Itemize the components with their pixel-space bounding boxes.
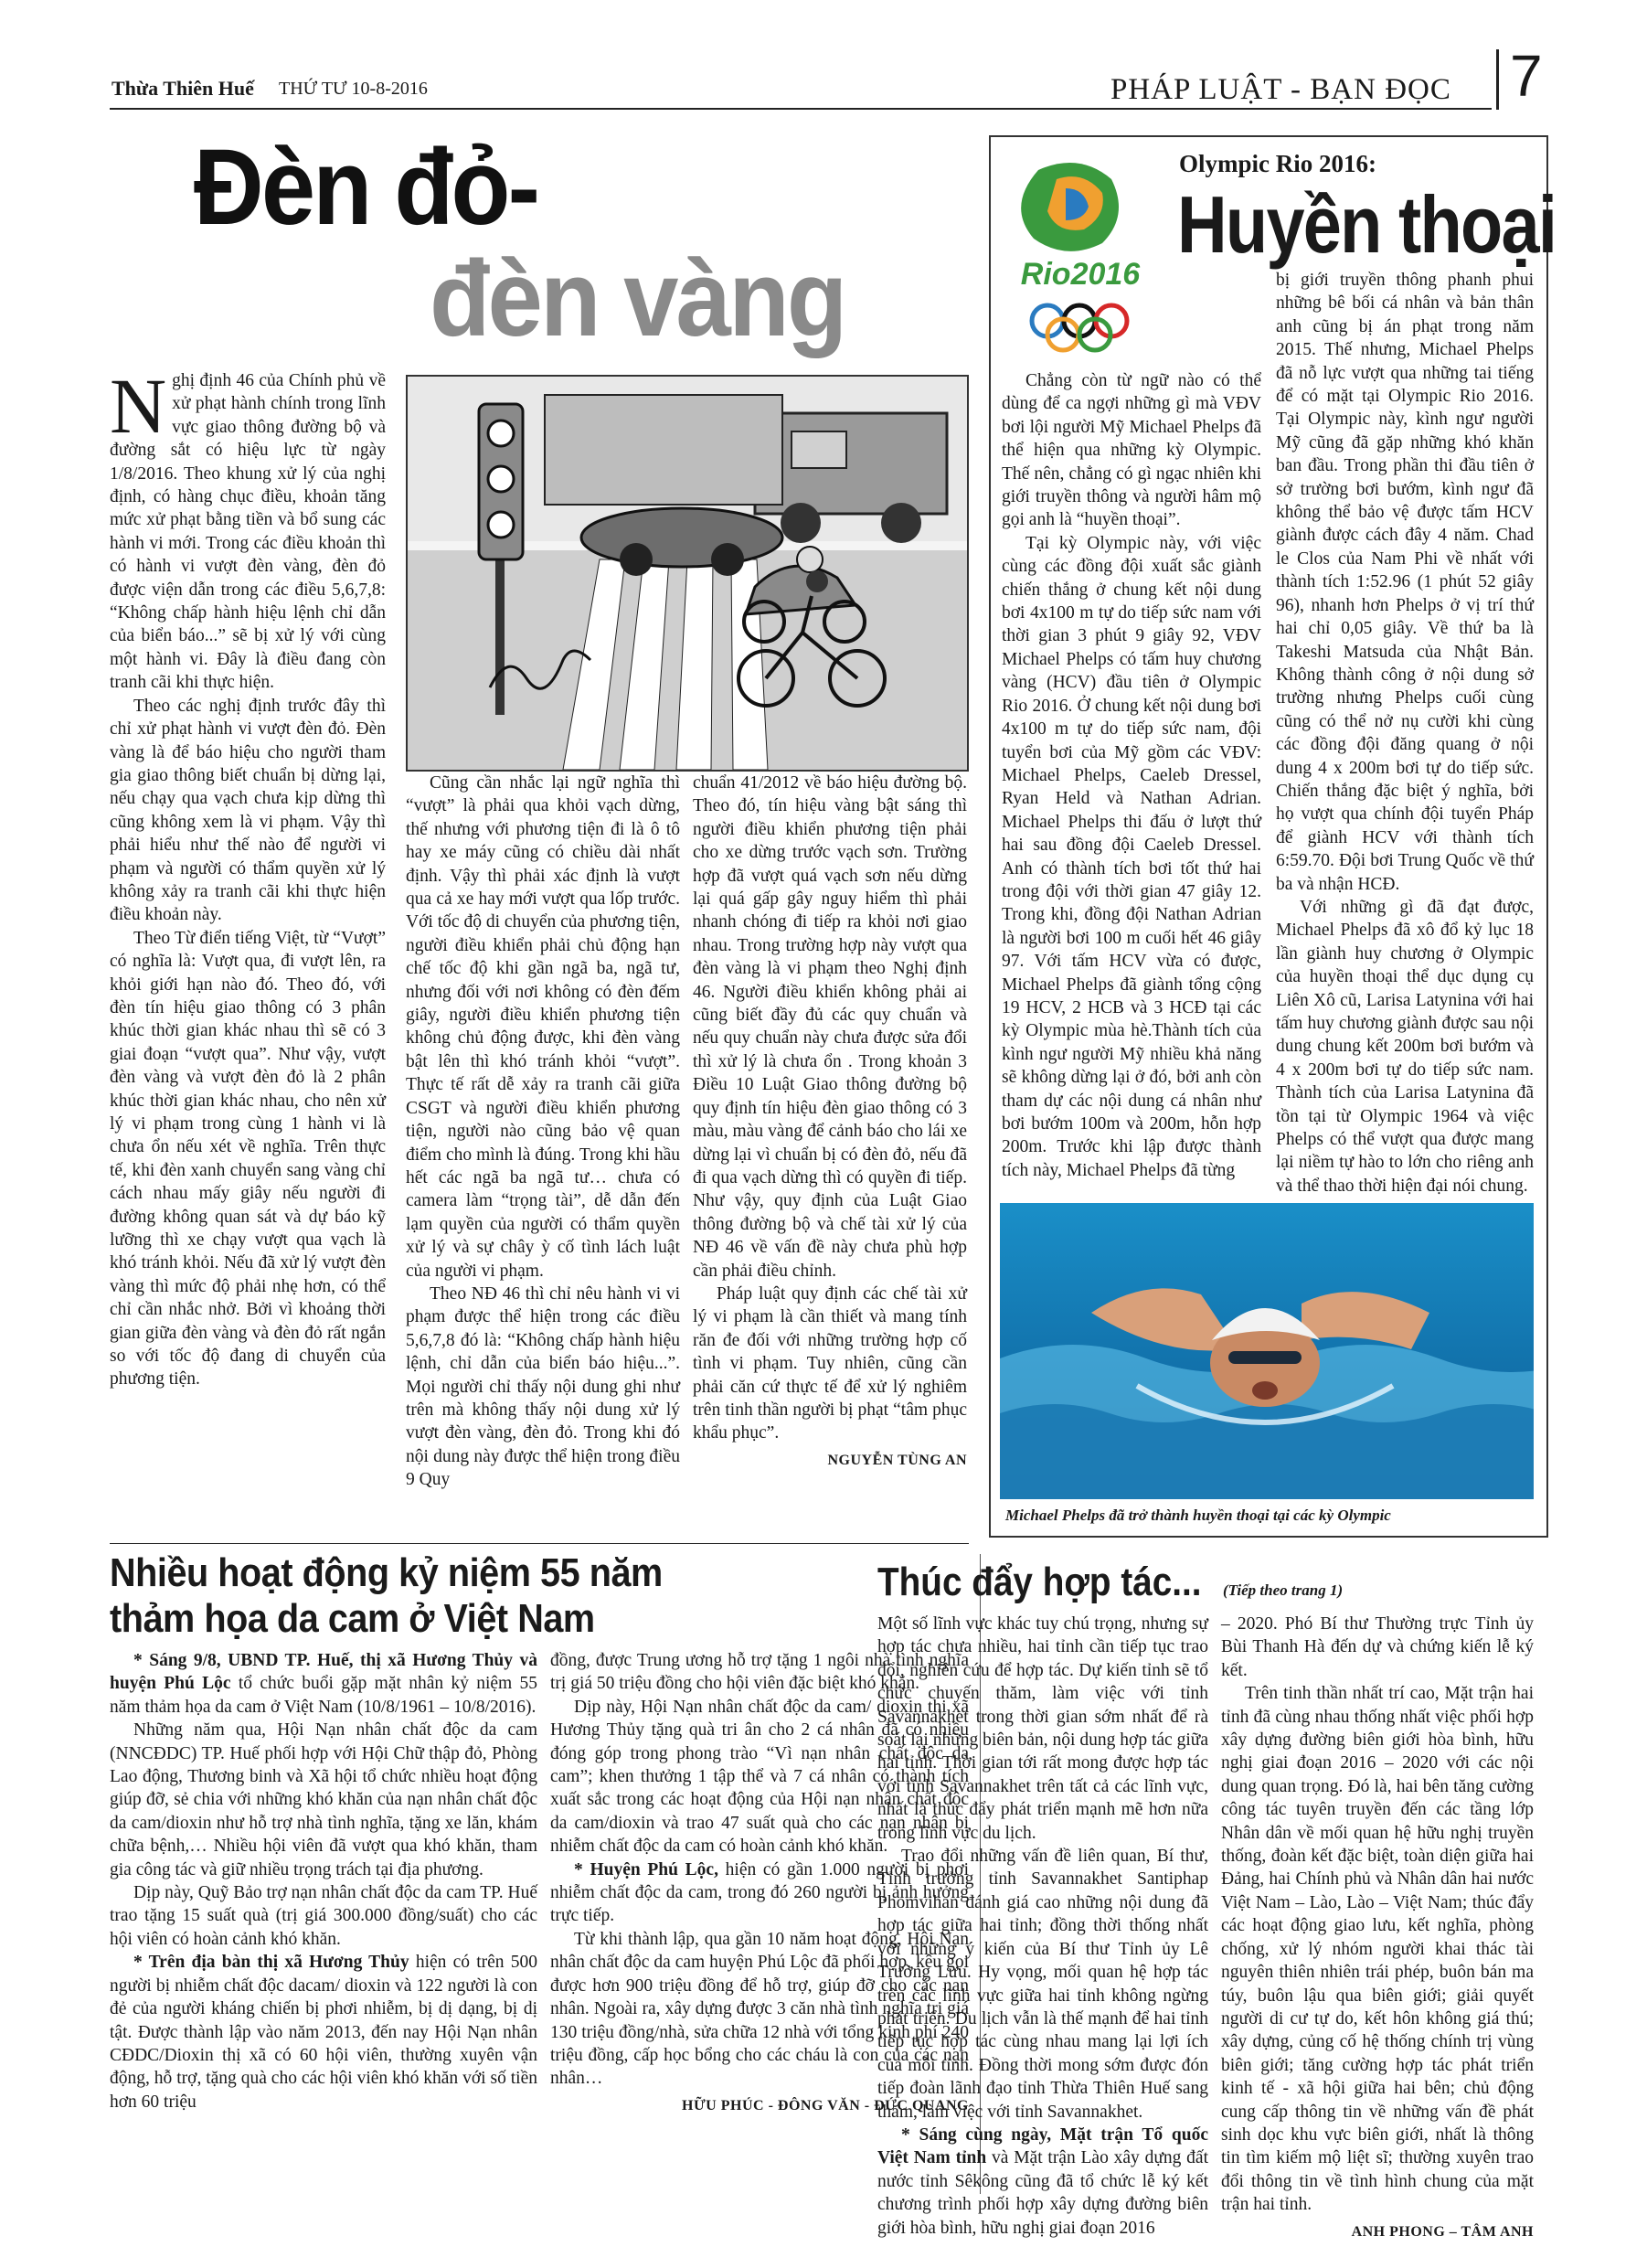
lead-text: * Sáng cùng ngày, Mặt trận Tổ quốc Việt Nam tỉnh bbox=[877, 2124, 1208, 2168]
body-text: Những năm qua, Hội Nạn nhân chất độc da cam (NNCĐDC) TP. Huế phối hợp với Hội Chữ thập đỏ, Phòng Lao động, Thương binh và Xã hội tổ chức nhiều hoạt động giúp đỡ, sẻ chia với những khó khăn của nạn nhân chất độc da cam/dioxin như hỗ trợ nhà tình nghĩa, tặng xe lăn, khám chữa bệnh,… Nhiều hội viên đã vượt qua khó khăn, tham gia công tác và giữ nhiều trọng trách tại địa phương. bbox=[110, 1720, 537, 1879]
swimmer-photo bbox=[1000, 1203, 1534, 1499]
rio-logo-graphic bbox=[1002, 152, 1157, 360]
body-text: và Mặt trận Lào xây dựng đất nước tỉnh Sêkông cũng đã tổ chức lễ ký kết chương trình phối hợp xây dựng đường biên giới hòa bình, hữu nghị giai đoạn 2016 bbox=[877, 2148, 1209, 2238]
body-text: Trên tinh thần nhất trí cao, Mặt trận hai tỉnh đã cùng nhau thống nhất việc phối hợp xây dựng đường biên giới hòa bình, hữu nghị giai đoạn 2016 – 2020 với các nội dung quan trọng. Đó là, hai bên tăng cường công tác tuyên truyền đến các tầng lớp Nhân dân về mối quan hệ hữu nghị truyền thống, đoàn kết đặc biệt, toàn diện giữa hai Đảng, hai Chính phủ và Nhân dân hai nước Việt Nam – Lào, Lào – Việt Nam; thúc đẩy các hoạt động giao lưu, kết nghĩa, phòng chống, xử lý nhóm người khai thác tài nguyên thiên nhiên trái phép, buôn bán ma túy, buôn lậu qua biên giới; giải quyết người di cư tự do, kết hôn không giá thú; xây dựng, củng cố hệ thống chính trị vùng biên giới; tăng cường hợp tác phát triển kinh tế - xã hội giữa hai bên; chủ động cung cấp thông tin về những vấn đề phát sinh dọc khu vực biên giới, nhất là thông tin tìm kiếm mộ liệt sĩ; thường xuyên trao đổi thông tin về tình hình chung của mặt trận hai tỉnh. bbox=[1221, 1684, 1534, 2215]
swimmer-graphic bbox=[1000, 1203, 1534, 1499]
body-text: tổ chức buổi gặp mặt nhân kỷ niệm 55 năm thảm họa da cam ở Việt Nam (10/8/1961 – 10/8/2016). bbox=[110, 1674, 538, 1717]
paragraph bbox=[1221, 1682, 1534, 2216]
article4-title: Thúc đẩy hợp tác... bbox=[877, 1560, 1202, 1604]
paragraph: Theo các nghị định trước đây thì chỉ xử phạt hành vi vượt đèn đỏ. Đèn vàng là để báo hiệu cho người tham gia giao thông biết chuẩn bị dừng lại, nếu chạy qua vạch chưa kịp dừng thì cũng không xem là vi phạm. Vậy thì phải hiểu như thế nào để người vi phạm và người có thẩm quyền xử lý không xảy ra tranh cãi khi thực hiện điều khoản này. bbox=[110, 696, 386, 925]
paragraph: Tại kỳ Olympic này, với việc cùng các đồng đội xuất sắc giành chiến thắng ở chung kết nội dung bơi 4x100 m tự do tiếp sức nam với thời gian 3 phút 9 giây 92, VĐV Michael Phelps có tấm huy chương vàng (HCV) đầu tiên ở Olympic Rio 2016. Ở chung kết nội dung bơi 4x100 m tự do tiếp sức nam, đội tuyển bơi của Mỹ gồm các VĐV: Michael Phelps, Caeleb Dressel, Ryan Held và Nathan Adrian. Michael Phelps thi đấu ở lượt thứ hai sau đồng đội Caeleb Dressel. Anh có thành tích bơi tốt thứ hai trong đội với thời gian 47 giây 12. Trong khi, đồng đội Nathan Adrian là người bơi 100 m cuối hết 46 giây 97. Với tấm HCV vừa có được, Michael Phelps đã giành tổng cộng 19 HCV, 2 HCB và 3 HCĐ tại các kỳ Olympic mùa hè.Thành tích của kình ngư người Mỹ nhiều khả năng sẽ không dừng lại ở đó, bởi anh còn tham dự các nội dung cá nhân như bơi bướm 100m và 200m, hỗn hợp 200m. Trước khi lập được thành tích này, Michael Phelps đã từng bbox=[1002, 533, 1261, 1180]
article4-continued: (Tiếp theo trang 1) bbox=[1223, 1581, 1344, 1599]
header-divider bbox=[1496, 49, 1499, 110]
section-name: PHÁP LUẬT - BẠN ĐỌC bbox=[1110, 73, 1451, 106]
body-text: Dịp này, Quỹ Bảo trợ nạn nhân chất độc da cam TP. Huế trao tặng 15 suất quà (trị giá 300.000 đồng/suất) cho các hội viên có hoàn cảnh khó khăn. bbox=[110, 1883, 537, 1949]
article1-column1 bbox=[110, 362, 386, 1391]
body-text: Từ khi thành lập, qua gần 10 năm hoạt động, Hội Nạn nhân chất độc da cam huyện Phú Lộc đã phối hợp, kêu gọi được hơn 900 triệu đồng để hỗ trợ, giúp đỡ cho các nạn nhân. Ngoài ra, xây dựng được 3 căn nhà tình nghĩa trị giá 130 triệu đồng/nhà, sửa chữa 12 nhà với tổng kinh phí 240 triệu đồng, cấp học bổng cho các cháu là con của các nạn nhân… bbox=[550, 1929, 969, 2089]
paragraph: bị giới truyền thông phanh phui những bê bối cá nhân và bản thân anh cũng bị án phạt trong năm 2015. Thế nhưng, Michael Phelps đã nỗ lực vượt qua những tai tiếng để có mặt tại Olympic Rio 2016. Tại Olympic này, kình ngư người Mỹ cũng đã gặp những khó khăn ban đầu. Trong phần thi đầu tiên ở sở trường bơi bướm, kình ngư đã không thể bảo vệ được tấm HCV giành được cách đây 4 năm. Chad le Clos của Nam Phi về nhất với thành tích 1:52.96 (1 phút 52 giây 96), nhanh hơn Phelps ở vị trí thứ hai chỉ 0,05 giây. Về thứ ba là Takeshi Matsuda của Nhật Bản. Không thành công ở nội dung sở trường nhưng Phelps cuối cùng cũng có thể nở nụ cười khi cùng các đồng đội đăng quang ở nội dung 4 x 200m bơi tự do tiếp sức. Chiến thắng đặc biệt ý nghĩa, bởi họ vượt qua chính đội tuyển Pháp để giành HCV với thành tích 6:59.70. Đội bơi Trung Quốc về thứ ba và nhận HCĐ. bbox=[1276, 271, 1534, 894]
lead-text: * Sáng 9/8, UBND TP. Huế, thị xã Hương Thủy và huyện Phú Lộc bbox=[110, 1651, 537, 1694]
body-text: hiện có gần 1.000 người bị phơi nhiễm chất độc da cam, trong đó 260 người bị ảnh hưởng trực tiếp. bbox=[550, 1859, 969, 1926]
paragraph bbox=[877, 1613, 1208, 1845]
article4-column1 bbox=[877, 1613, 1208, 2240]
paragraph: ghị định 46 của Chính phủ về xử phạt hành chính trong lĩnh vực giao thông đường bộ và đường sắt có hiệu lực từ ngày 1/8/2016. Theo khung xử lý của nghị định, có hàng chục điều, khoản tăng mức xử phạt bằng tiền và bổ sung các hành vi mới. Trong các điều khoản thì có hành vi vượt đèn vàng, đèn đỏ được viện dẫn trong các điều 5,6,7,8: “Không chấp hành hiệu lệnh chỉ dẫn của biển báo...” sẽ bị xử lý với cùng một hành vi. Đây là điều đang còn tranh cãi khi thực hiện. bbox=[110, 371, 386, 693]
rio-logo-text: Rio2016 bbox=[1020, 257, 1141, 292]
traffic-illustration bbox=[406, 375, 969, 772]
article1-column3 bbox=[693, 772, 967, 1472]
paragraph: Pháp luật quy định các chế tài xử lý vi phạm là cần thiết và mang tính răn đe đối với những trường hợp cố tình vi phạm. Tuy nhiên, cũng cần phải căn cứ thực tế để xử lý nghiêm trên tinh thần người bị phạt “tâm phục khẩu phục”. bbox=[693, 1283, 967, 1443]
article1-column2 bbox=[406, 772, 680, 1492]
lead-text: * Trên địa bàn thị xã Hương Thủy bbox=[133, 1953, 409, 1973]
article3-title-line1: Nhiều hoạt động kỷ niệm 55 năm bbox=[110, 1550, 663, 1595]
article1-title-line1: Đèn đỏ- bbox=[194, 127, 538, 248]
body-text: Trao đổi những vấn đề liên quan, Bí thư, Tỉnh trưởng tỉnh Savannakhet Santiphap Phomvihan đánh giá cao những nội dung đã hợp tác giữa hai tỉnh; đồng thời thống nhất với những ý kiến của Bí thư Tỉnh ủy Lê Trường Lưu. Hy vọng, mối quan hệ hợp tác trên các lĩnh vực giữa hai tỉnh không ngừng phát triển. Du lịch vẫn là thế mạnh để hai tỉnh tiếp tục hợp tác cùng nhau mang lại lợi ích của mỗi tỉnh. Đồng thời mong sớm được đón tiếp đoàn lãnh đạo tỉnh Thừa Thiên Huế sang thăm, làm việc với tỉnh Savannakhet. bbox=[877, 1847, 1208, 2122]
article2-column2 bbox=[1276, 269, 1534, 1227]
body-text: đồng, được Trung ương hỗ trợ tặng 1 ngôi nhà tình nghĩa trị giá 50 triệu đồng cho hội viên đặc biệt khó khăn. bbox=[550, 1651, 969, 1694]
header bbox=[0, 0, 1647, 119]
paragraph: Chẳng còn từ ngữ nào có thể dùng để ca ngợi những gì mà VĐV bơi lội người Mỹ Michael Phelps đã thể hiện qua những kỳ Olympic. Thế nên, chẳng có gì ngạc nhiên khi giới truyền thông và người hâm mộ gọi anh là “huyền thoại”. bbox=[1002, 371, 1261, 530]
paragraph bbox=[877, 2124, 1208, 2240]
paragraph: Theo NĐ 46 thì chỉ nêu hành vi vi phạm được thể hiện trong các điều 5,6,7,8 đó là: “Không chấp hành hiệu lệnh, chỉ dẫn của biển báo hiệu...”. Mọi người chỉ thấy nội dung ghi như trên mà không thấy nội dung xử lý vượt đèn vàng, đèn đỏ. Trong khi đó nội dung này được thể hiện trong điều 9 Quy bbox=[406, 1283, 680, 1490]
traffic-drawing bbox=[408, 377, 967, 770]
body-text: – 2020. Phó Bí thư Thường trực Tỉnh ủy Bùi Thanh Hà đến dự và chứng kiến lễ ký kết. bbox=[1221, 1614, 1534, 1680]
article4-author: ANH PHONG – TÂM ANH bbox=[1351, 2223, 1534, 2240]
photo-caption: Michael Phelps đã trở thành huyền thoại tại các kỳ Olympic bbox=[1005, 1507, 1391, 1524]
newspaper-name: Thừa Thiên Huế bbox=[112, 77, 254, 100]
section-rule bbox=[110, 1543, 969, 1544]
paragraph bbox=[110, 1719, 537, 1881]
paragraph bbox=[110, 1951, 537, 2114]
paragraph bbox=[1221, 1613, 1534, 1682]
article2-kicker: Olympic Rio 2016: bbox=[1179, 150, 1376, 177]
article2-title: Huyền thoại bbox=[1177, 179, 1557, 270]
body-text: Dịp này, Hội Nạn nhân chất độc da cam/ dioxin thị xã Hương Thủy tặng quà tri ân cho 2 cá nhân đã có nhiều đóng góp trong phong trào “Vì nạn nhân chất độc da cam”; khen thưởng 1 tập thể và 7 cá nhân có thành tích xuất sắc trong các hoạt động của Hội nạn nhân chất độc da cam/dioxin và trao 47 suất quà cho các nạn nhân bị nhiễm chất độc da cam có hoàn cảnh khó khăn. bbox=[550, 1697, 969, 1857]
paragraph bbox=[110, 1649, 537, 1719]
rio2016-logo bbox=[1002, 152, 1157, 360]
paragraph: Với những gì đã đạt được, Michael Phelps đã xô đổ kỷ lục 18 lần giành huy chương ở Olympic của huyền thoại thể dục dụng cụ Liên Xô cũ, Larisa Latynina với hai tấm huy chương giành được sau nội dung chung kết 200m bơi bướm và 4 x 200m bơi tự do tiếp sức nam. Thành tích của Larisa Latynina đã tồn tại từ Olympic 1964 và việc Phelps có thể vượt qua được mang lại niềm tự hào to lớn cho riêng anh và thể thao thời hiện đại nói chung. bbox=[1276, 897, 1534, 1196]
paragraph: Theo Từ điển tiếng Việt, từ “Vượt” có nghĩa là: Vượt qua, đi vượt lên, ra khỏi giới hạn nào đó. Theo đó, với đèn tín hiệu giao thông có 3 phân khúc thời gian khác nhau thì sẽ có 3 giai đoạn “vượt qua”. Như vậy, vượt đèn vàng và vượt đèn đỏ là 2 phân khúc thời gian khác nhau, cho nên xử lý vi phạm trong cùng 1 hành vi là chưa ổn nếu xét về nghĩa. Trên thực tế, khi đèn xanh chuyển sang vàng chỉ cách nhau mấy giây nếu người đi đường không quan sát và dự báo kỹ lưỡng thì xe chạy vượt qua vạch là khó tránh khỏi. Nếu đã xử lý vượt đèn vàng thì mức độ phải nhẹ hơn, có thể chỉ cần nhắc nhở. Bởi vì khoảng thời gian giữa đèn vàng và đèn đỏ rất ngắn so với tốc độ đang di chuyển của phương tiện. bbox=[110, 928, 386, 1390]
article3-author: HỮU PHÚC - ĐÔNG VĂN - ĐỨC QUANG bbox=[682, 2097, 969, 2114]
header-rule bbox=[110, 108, 1492, 110]
body-text: Một số lĩnh vực khác tuy chú trọng, nhưng sự hợp tác chưa nhiều, hai tỉnh cần tiếp tục trao đổi, nghiên cứu để hợp tác. Dự kiến tỉnh sẽ tổ chức chuyến thăm, làm việc với tỉnh Savannakhet trong thời gian sớm nhất để rà soát lại những biên bản, nội dung hợp tác giữa hai tỉnh. Thời gian tới rất mong được hợp tác với tỉnh Savannakhet trên tất cả các lĩnh vực, nhất là thúc đẩy phát triển mạnh mẽ hơn nữa trong lĩnh vực du lịch. bbox=[877, 1614, 1208, 1843]
article2-column1 bbox=[1002, 369, 1261, 1182]
paragraph: Cũng cần nhắc lại ngữ nghĩa thì “vượt” là phải qua khỏi vạch dừng, thế nhưng với phương tiện đi là ô tô hay xe máy cũng có chiều dài nhất định. Vậy thì phải xác định là vượt qua cả xe hay mới vượt qua lốp trước. Với tốc độ di chuyển của phương tiện, người điều khiển phải chủ động hạn chế tốc độ khi gần ngã ba, ngã tư, nhưng đối với nơi không có đèn đếm giây, người điều khiển phương tiện không chủ động được, khi đèn vàng bật lên thì khó tránh khỏi “vượt”. Thực tế rất dễ xảy ra tranh cãi giữa CSGT và người điều khiển phương tiện, người nào cũng bảo vệ quan điểm cho mình là đúng. Trong khi hầu hết các ngã ba ngã tư… chưa có camera làm “trọng tài”, dễ dẫn đến lạm quyền của người có thẩm quyền xử lý và sự chây ỳ cố tình lách luật của người vi phạm. bbox=[406, 773, 680, 1281]
article3-title-line2: thảm họa da cam ở Việt Nam bbox=[110, 1596, 595, 1641]
article1-title-line2: đèn vàng bbox=[430, 239, 845, 359]
paragraph bbox=[877, 1845, 1208, 2124]
lead-text: * Huyện Phú Lộc, bbox=[574, 1859, 718, 1879]
issue-date: THỨ TƯ 10-8-2016 bbox=[279, 79, 428, 99]
dropcap: N bbox=[110, 362, 167, 450]
article3-column1 bbox=[110, 1649, 537, 2114]
page-number: 7 bbox=[1510, 43, 1543, 109]
article4-column2 bbox=[1221, 1613, 1534, 2243]
paragraph: chuẩn 41/2012 về báo hiệu đường bộ. Theo đó, tín hiệu vàng bật sáng thì người điều khiển phương tiện phải cho xe dừng trước vạch sơn. Trường hợp đã vượt quá vạch sơn nếu dừng lại quá gấp gây nguy hiểm thì phải nhanh chóng đi tiếp ra khỏi nơi giao nhau. Trong trường hợp này vượt qua đèn vàng là vi phạm theo Nghị định 46. Người điều khiển không phải ai cũng biết đầy đủ các quy chuẩn và nếu quy chuẩn này chưa được sửa đổi thì xử lý là chưa ổn . Trong khoản 3 Điều 10 Luật Giao thông đường bộ quy định tín hiệu đèn giao thông có 3 màu, màu vàng để cảnh báo cho lái xe dừng lại vì chuẩn bị có đèn đỏ, nếu đã đi qua vạch dừng thì có quyền đi tiếp. Như vậy, quy định của Luật Giao thông đường bộ và chế tài xử lý của NĐ 46 về vấn đề này chưa phù hợp cần phải điều chỉnh. bbox=[693, 773, 967, 1281]
article1-author: NGUYỄN TÙNG AN bbox=[827, 1452, 967, 1468]
paragraph bbox=[110, 1881, 537, 1951]
body-text: hiện có trên 500 người bị nhiễm chất độc dacam/ dioxin và 122 người là con đẻ của người kháng chiến bị phơi nhiễm, bị dị dạng, bị dị tật. Được thành lập vào năm 2013, đến nay Hội Nạn nhân CĐDC/Dioxin thị xã có 60 hội viên, thường xuyên vận động, hỗ trợ, tặng quà cho các hội viên khó khăn với số tiền hơn 60 triệu bbox=[110, 1953, 537, 2112]
